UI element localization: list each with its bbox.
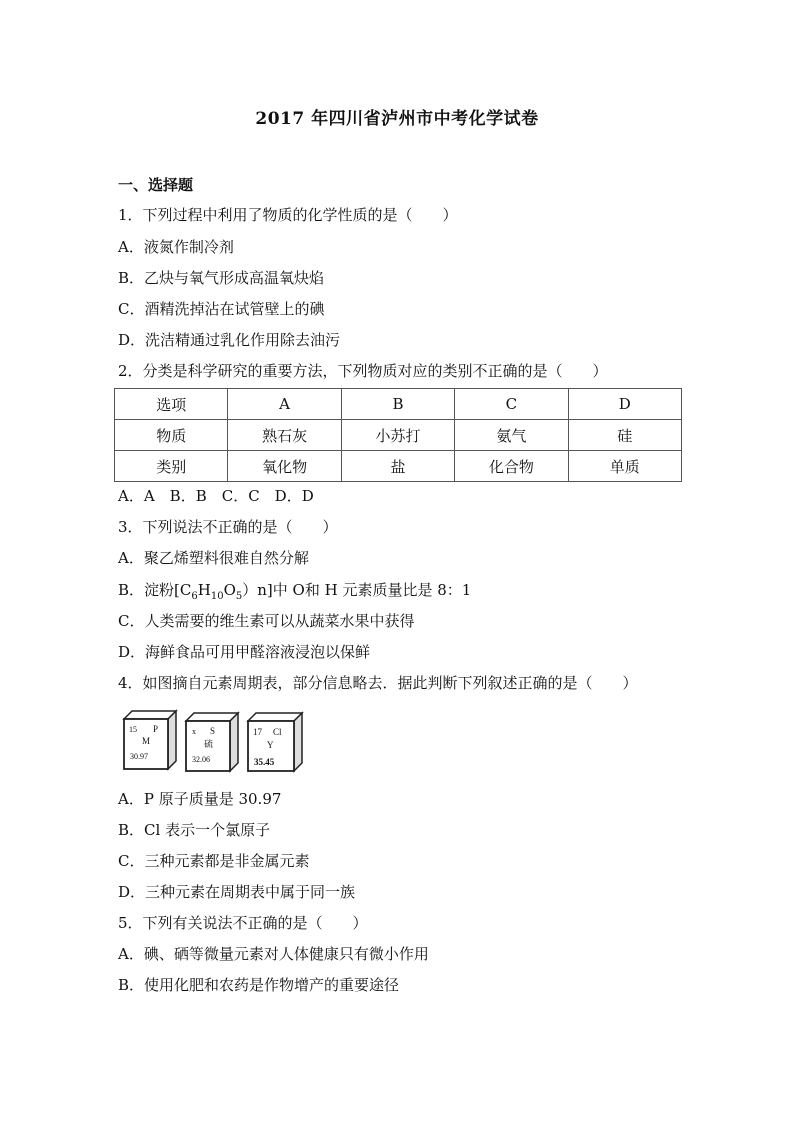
question-1-option-a: A．液氮作制冷剂	[118, 238, 234, 256]
table-cell: 小苏打	[341, 420, 454, 451]
question-1-option-c: C．酒精洗掉沾在试管壁上的碘	[118, 300, 325, 318]
table-row	[115, 389, 682, 420]
question-1-stem: 1．下列过程中利用了物质的化学性质的是（ ）	[118, 206, 458, 224]
question-5-option-b: B．使用化肥和农药是作物增产的重要途径	[118, 976, 400, 994]
question-3-option-c: C．人类需要的维生素可以从蔬菜水果中获得	[118, 612, 415, 630]
element-symbol: H	[197, 581, 211, 599]
table-cell: 化合物	[455, 451, 568, 482]
question-1-option-d: D．洗洁精通过乳化作用除去油污	[118, 331, 341, 349]
atomic-mass: 35.45	[254, 757, 275, 767]
element-symbol: O	[223, 581, 236, 599]
table-cell: B	[341, 389, 454, 420]
element-name: Y	[267, 740, 274, 750]
question-5-option-a: A．碘、硒等微量元素对人体健康只有微小作用	[118, 945, 429, 963]
table-row	[115, 451, 682, 482]
question-2-stem: 2．分类是科学研究的重要方法，下列物质对应的类别不正确的是（ ）	[118, 362, 608, 380]
table-cell: 盐	[341, 451, 454, 482]
element-symbol: S	[210, 726, 216, 736]
atomic-number: 17	[253, 727, 262, 737]
atomic-number: x	[192, 727, 196, 736]
option-b-prefix: B．淀粉[C	[118, 581, 192, 599]
element-symbol: Cl	[273, 727, 282, 737]
atomic-mass: 30.97	[130, 752, 148, 761]
table-cell: 硅	[568, 420, 681, 451]
option-b-suffix: ）n]中 O和 H 元素质量比是 8：1	[242, 581, 472, 599]
element-symbol: P	[153, 724, 159, 734]
element-name: 硫	[204, 739, 214, 749]
table-cell: 氨气	[455, 420, 568, 451]
question-3-option-a: A．聚乙烯塑料很难自然分解	[118, 549, 309, 567]
table-cell: 熟石灰	[228, 420, 341, 451]
atomic-number: 15	[129, 725, 137, 734]
table-cell: D	[568, 389, 681, 420]
question-4-option-d: D．三种元素在周期表中属于同一族	[118, 883, 356, 901]
question-2-options: A．A B．B C．C D．D	[118, 487, 314, 505]
table-cell: 选项	[115, 389, 228, 420]
table-cell: 氧化物	[228, 451, 341, 482]
table-cell: C	[455, 389, 568, 420]
element-cube-chlorine	[248, 713, 302, 771]
question-4-option-c: C．三种元素都是非金属元素	[118, 852, 310, 870]
element-name: M	[142, 736, 151, 746]
question-4-option-a: A．P 原子质量是 30.97	[118, 790, 282, 808]
question-3-option-d: D．海鲜食品可用甲醛溶液浸泡以保鲜	[118, 643, 371, 661]
atomic-mass: 32.06	[192, 755, 210, 764]
subscript: 5	[235, 591, 243, 602]
section-heading: 一、选择题	[118, 176, 194, 194]
question-5-stem: 5．下列有关说法不正确的是（ ）	[118, 914, 368, 932]
table-cell: 单质	[568, 451, 681, 482]
page-title: 2017 年四川省泸州市中考化学试卷	[255, 109, 539, 129]
question-3-option-b	[118, 580, 471, 607]
subscript: 10	[210, 591, 224, 602]
classification-table	[114, 388, 682, 482]
element-cube-phosphorus	[124, 711, 176, 769]
element-cube-sulfur	[186, 713, 238, 771]
table-row	[115, 420, 682, 451]
periodic-table-figure	[120, 707, 310, 775]
subscript: 6	[191, 591, 198, 602]
question-1-option-b: B．乙炔与氧气形成高温氧炔焰	[118, 269, 325, 287]
table-cell: 物质	[115, 420, 228, 451]
table-cell: A	[228, 389, 341, 420]
question-4-option-b: B．Cl 表示一个氯原子	[118, 821, 271, 839]
table-cell: 类别	[115, 451, 228, 482]
question-3-stem: 3．下列说法不正确的是（ ）	[118, 518, 338, 536]
question-4-stem: 4．如图摘自元素周期表，部分信息略去．据此判断下列叙述正确的是（ ）	[118, 674, 638, 692]
